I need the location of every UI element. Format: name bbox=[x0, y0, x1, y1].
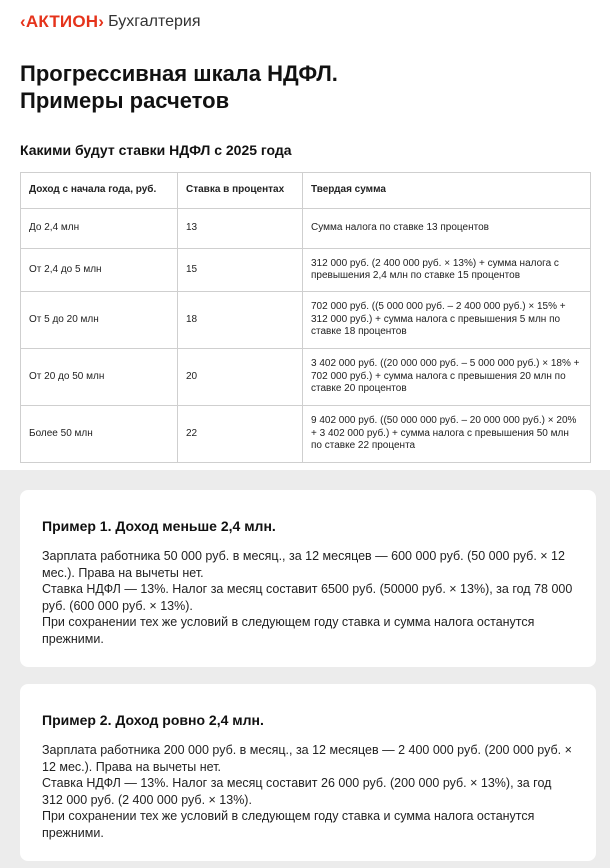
table-row bbox=[21, 349, 591, 406]
cell-rate: 13 bbox=[178, 209, 303, 249]
examples-section bbox=[0, 470, 610, 868]
column-header-rate: Ставка в процентах bbox=[178, 173, 303, 209]
example-card-2 bbox=[20, 684, 596, 861]
cell-income: Более 50 млн bbox=[21, 406, 178, 463]
cell-rate: 18 bbox=[178, 292, 303, 349]
cell-fixed-amount: 702 000 руб. ((5 000 000 руб. – 2 400 000 руб.) × 15% + 312 000 руб.) + сумма налога с превышения 5 млн по ставке 18 процентов bbox=[303, 292, 591, 349]
cell-income: До 2,4 млн bbox=[21, 209, 178, 249]
example-line: Зарплата работника 50 000 руб. в месяц., за 12 месяцев — 600 000 руб. (50 000 руб. × 12 мес.). Права на вычеты нет. bbox=[42, 549, 565, 580]
cell-rate: 15 bbox=[178, 249, 303, 292]
page-title-line2: Примеры расчетов bbox=[20, 88, 230, 113]
example-line: Ставка НДФЛ — 13%. Налог за месяц составит 26 000 руб. (200 000 руб. × 13%), за год 312 000 руб. (2 400 000 руб. × 13%). bbox=[42, 776, 552, 807]
example-line: При сохранении тех же условий в следующем году ставка и сумма налога останутся прежними. bbox=[42, 615, 535, 646]
section-subtitle: Какими будут ставки НДФЛ с 2025 года bbox=[20, 142, 292, 158]
example-title: Пример 2. Доход ровно 2,4 млн. bbox=[42, 712, 264, 728]
cell-fixed-amount: Сумма налога по ставке 13 процентов bbox=[303, 209, 591, 249]
cell-income: От 5 до 20 млн bbox=[21, 292, 178, 349]
cell-rate: 22 bbox=[178, 406, 303, 463]
table-row bbox=[21, 249, 591, 292]
table-row bbox=[21, 292, 591, 349]
column-header-fixed-amount: Твердая сумма bbox=[303, 173, 591, 209]
table-row bbox=[21, 209, 591, 249]
example-text bbox=[42, 742, 574, 842]
example-card-1 bbox=[20, 490, 596, 667]
cell-rate: 20 bbox=[178, 349, 303, 406]
cell-income: От 20 до 50 млн bbox=[21, 349, 178, 406]
example-line: При сохранении тех же условий в следующем году ставка и сумма налога останутся прежними. bbox=[42, 809, 535, 840]
rates-table bbox=[20, 172, 591, 463]
cell-fixed-amount: 9 402 000 руб. ((50 000 000 руб. – 20 000 000 руб.) × 20% + 3 402 000 руб.) + сумма налога с превышения 50 млн по ставке 22 процента bbox=[303, 406, 591, 463]
example-text bbox=[42, 548, 574, 648]
page-title bbox=[20, 60, 592, 114]
example-line: Зарплата работника 200 000 руб. в месяц., за 12 месяцев — 2 400 000 руб. (200 000 руб. × 12 мес.). Права на вычеты нет. bbox=[42, 743, 572, 774]
example-title: Пример 1. Доход меньше 2,4 млн. bbox=[42, 518, 276, 534]
logo bbox=[20, 12, 592, 32]
cell-income: От 2,4 до 5 млн bbox=[21, 249, 178, 292]
cell-fixed-amount: 3 402 000 руб. ((20 000 000 руб. – 5 000 000 руб.) × 18% + 702 000 руб.) + сумма налога с превышения 20 млн по ставке 20 процентов bbox=[303, 349, 591, 406]
logo-brand: ‹АКТИОН› bbox=[20, 12, 105, 31]
table-header-row bbox=[21, 173, 591, 209]
logo-sub: Бухгалтерия bbox=[108, 13, 201, 30]
example-line: Ставка НДФЛ — 13%. Налог за месяц составит 6500 руб. (50000 руб. × 13%), за год 78 000 руб. (600 000 руб. × 13%). bbox=[42, 582, 573, 613]
column-header-income: Доход с начала года, руб. bbox=[21, 173, 178, 209]
cell-fixed-amount: 312 000 руб. (2 400 000 руб. × 13%) + сумма налога с превышения 2,4 млн по ставке 15 процентов bbox=[303, 249, 591, 292]
table-row bbox=[21, 406, 591, 463]
page-title-line1: Прогрессивная шкала НДФЛ. bbox=[20, 61, 338, 86]
